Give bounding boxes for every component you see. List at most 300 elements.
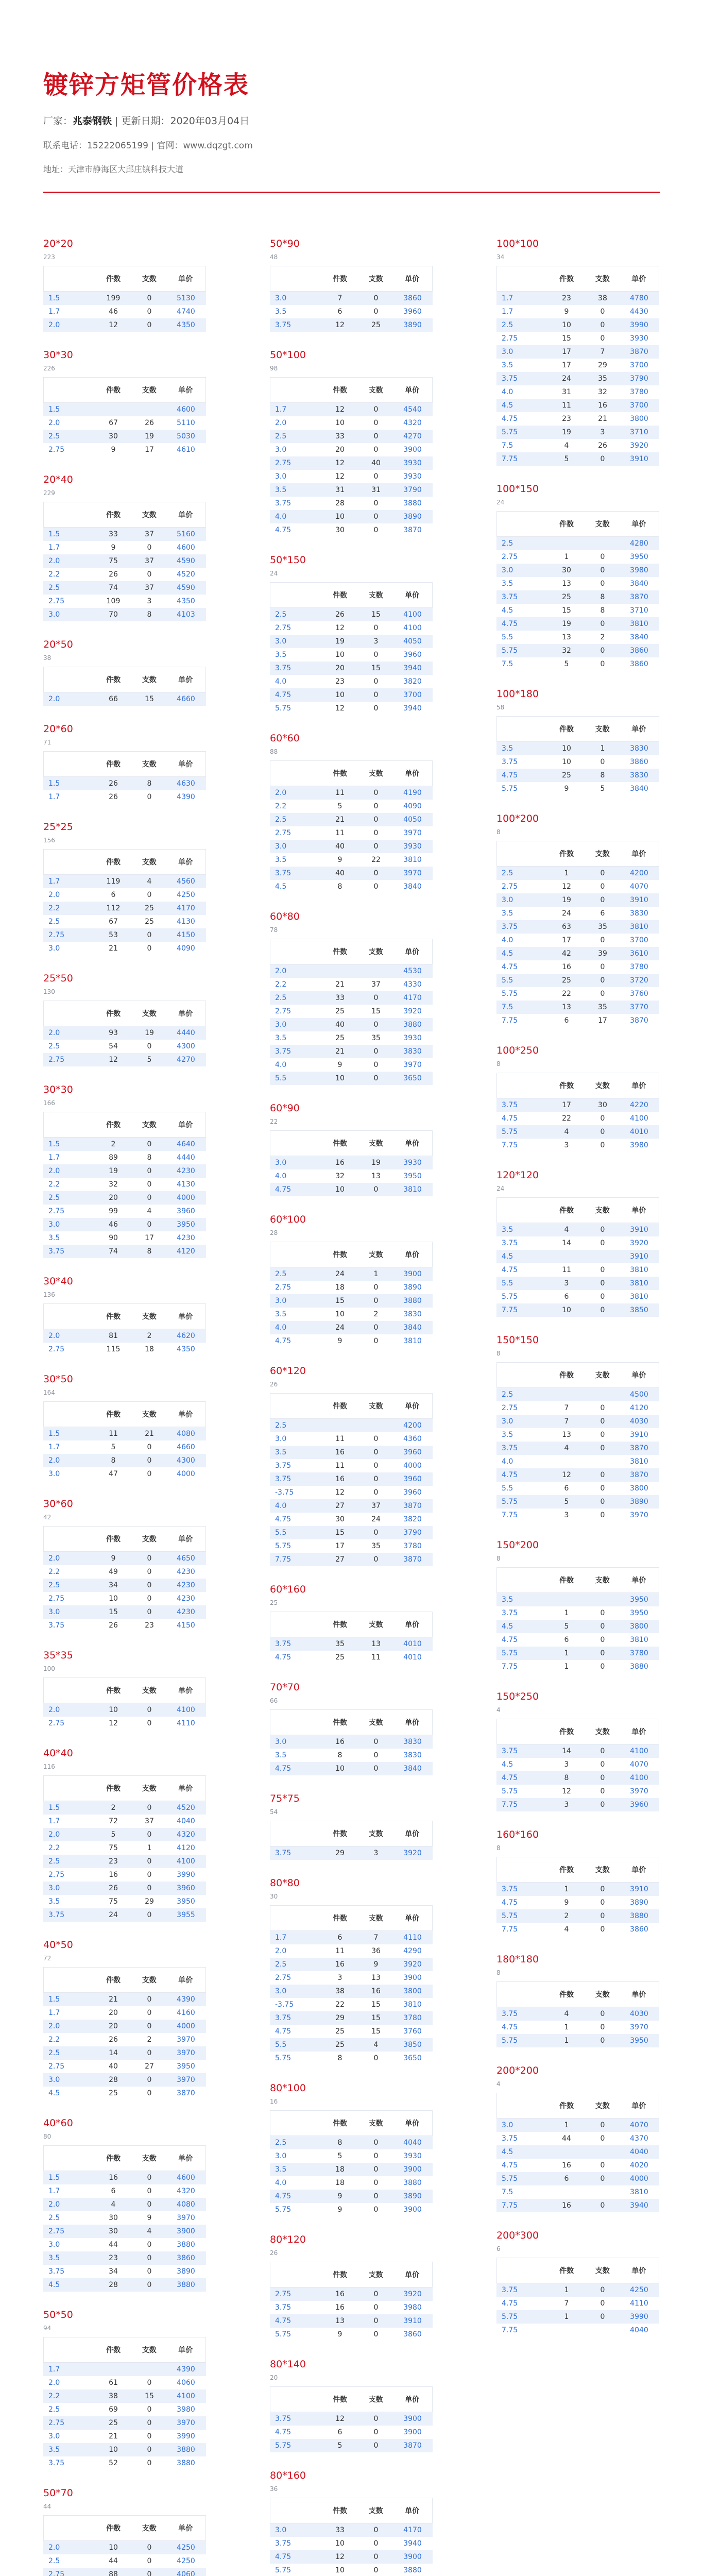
header-count: 件数 bbox=[559, 1082, 574, 1090]
table-row bbox=[43, 318, 206, 332]
header-price: 单价 bbox=[178, 275, 193, 283]
cell-count: 23 bbox=[335, 677, 345, 686]
table-row bbox=[496, 1455, 659, 1468]
header-weight: 支数 bbox=[142, 676, 157, 684]
cell-thickness: 2.0 bbox=[48, 2379, 60, 2387]
cell-weight: 0 bbox=[147, 1568, 152, 1576]
table-row bbox=[270, 2287, 433, 2301]
spec-size: 160*160 bbox=[496, 1829, 539, 1840]
cell-weight: 0 bbox=[600, 647, 605, 655]
cell-thickness: 5.75 bbox=[502, 428, 518, 436]
cell-thickness: 2.5 bbox=[48, 1042, 60, 1050]
cell-weight: 0 bbox=[600, 976, 605, 985]
cell-weight: 0 bbox=[600, 1885, 605, 1893]
table-row bbox=[496, 1883, 659, 1896]
table-row bbox=[270, 2163, 433, 2176]
cell-weight: 0 bbox=[373, 789, 379, 797]
cell-count: 11 bbox=[335, 829, 345, 837]
cell-price: 3780 bbox=[630, 1649, 648, 1657]
cell-price: 4320 bbox=[177, 2187, 195, 2195]
cell-count: 9 bbox=[564, 1899, 569, 1907]
cell-weight: 37 bbox=[371, 980, 381, 989]
spec-size: 60*100 bbox=[270, 1214, 306, 1225]
header-weight: 支数 bbox=[142, 1121, 157, 1129]
cell-thickness: 2.5 bbox=[275, 816, 287, 824]
cell-thickness: 4.75 bbox=[275, 1765, 292, 1773]
cell-count: 6 bbox=[111, 891, 116, 899]
cell-count: 6 bbox=[564, 1636, 569, 1644]
separator: | bbox=[151, 141, 157, 151]
cell-price: 3760 bbox=[630, 990, 648, 998]
cell-count: 33 bbox=[109, 530, 118, 538]
cell-count: 16 bbox=[562, 963, 571, 971]
cell-price: 3810 bbox=[630, 1636, 648, 1644]
cell-count: 74 bbox=[109, 584, 118, 592]
spec-size: 100*150 bbox=[496, 483, 539, 495]
cell-thickness: 2.5 bbox=[48, 1857, 60, 1866]
table-row bbox=[270, 867, 433, 880]
cell-price: 3950 bbox=[403, 1172, 422, 1180]
cell-thickness: 2.75 bbox=[275, 1007, 292, 1015]
cell-price: 4100 bbox=[630, 1114, 648, 1123]
cell-thickness: 3.0 bbox=[275, 637, 287, 646]
cell-count: 20 bbox=[109, 2009, 118, 2017]
cell-price: 3840 bbox=[403, 883, 422, 891]
cell-price: 3970 bbox=[177, 2036, 195, 2044]
cell-price: 3830 bbox=[403, 1751, 422, 1759]
cell-price: 3860 bbox=[403, 294, 422, 302]
cell-price: 4540 bbox=[403, 405, 422, 414]
cell-price: 4100 bbox=[403, 611, 422, 619]
spec-header bbox=[43, 2302, 206, 2337]
cell-thickness: 2.0 bbox=[275, 967, 287, 975]
header-count: 件数 bbox=[559, 2267, 574, 2275]
spec-stock-count: 226 bbox=[43, 365, 55, 372]
cell-weight: 17 bbox=[145, 1234, 154, 1242]
cell-weight: 0 bbox=[373, 2139, 379, 2147]
header-count: 件数 bbox=[333, 2507, 348, 2515]
cell-count: 34 bbox=[109, 2267, 118, 2276]
spec-size: 150*150 bbox=[496, 1334, 539, 1346]
header-weight: 支数 bbox=[595, 1991, 610, 1999]
cell-weight: 0 bbox=[147, 2459, 152, 2467]
cell-price: 3880 bbox=[403, 499, 422, 507]
spec-header bbox=[270, 342, 433, 377]
cell-thickness: 4.75 bbox=[502, 2023, 518, 2031]
cell-count: 16 bbox=[562, 2161, 571, 2170]
spec-table bbox=[496, 2058, 659, 2212]
cell-price: 4030 bbox=[630, 2010, 648, 2018]
cell-weight: 24 bbox=[371, 1515, 381, 1523]
spec-table bbox=[496, 1327, 659, 1522]
cell-count: 20 bbox=[335, 664, 345, 672]
cell-weight: 25 bbox=[145, 918, 154, 926]
cell-thickness: 4.75 bbox=[502, 963, 518, 971]
cell-price: 4050 bbox=[403, 637, 422, 646]
cell-weight: 0 bbox=[373, 2428, 379, 2436]
cell-weight: 0 bbox=[147, 1831, 152, 1839]
cell-count: 11 bbox=[109, 1430, 118, 1438]
spec-stock-count: 71 bbox=[43, 739, 52, 746]
cell-count: 16 bbox=[335, 1448, 345, 1456]
cell-price: 4000 bbox=[403, 1462, 422, 1470]
table-row bbox=[496, 1785, 659, 1798]
table-row bbox=[496, 1468, 659, 1482]
update-label: 更新日期： bbox=[121, 115, 170, 127]
cell-weight: 8 bbox=[147, 779, 152, 788]
cell-count: 12 bbox=[335, 2415, 345, 2423]
cell-thickness: 1.7 bbox=[48, 308, 60, 316]
table-row bbox=[270, 1486, 433, 1499]
cell-price: 4430 bbox=[630, 308, 648, 316]
cell-weight: 0 bbox=[147, 2544, 152, 2552]
header-weight: 支数 bbox=[142, 2346, 157, 2354]
cell-price: 3970 bbox=[177, 2049, 195, 2057]
spec-size: 120*120 bbox=[496, 1170, 539, 1181]
cell-price: 3970 bbox=[177, 2214, 195, 2222]
table-row bbox=[43, 1592, 206, 1605]
table-header-row bbox=[43, 1677, 206, 1703]
table-row bbox=[270, 1334, 433, 1348]
table-row bbox=[43, 1026, 206, 1040]
cell-price: 3900 bbox=[403, 2415, 422, 2423]
cell-count: 8 bbox=[111, 1456, 116, 1465]
cell-weight: 4 bbox=[147, 2227, 152, 2235]
cell-thickness: 5.5 bbox=[502, 1279, 513, 1287]
table-header-row bbox=[270, 1130, 433, 1156]
spec-stock-count: 88 bbox=[270, 748, 278, 755]
spec-table bbox=[496, 231, 659, 466]
cell-price: 4390 bbox=[177, 2365, 195, 2374]
cell-weight: 0 bbox=[147, 2049, 152, 2057]
cell-price: 3950 bbox=[177, 1221, 195, 1229]
cell-price: 4230 bbox=[177, 1568, 195, 1576]
cell-count: 18 bbox=[335, 1283, 345, 1292]
table-header-row bbox=[496, 2258, 659, 2283]
cell-price: 3610 bbox=[630, 950, 648, 958]
spec-header bbox=[43, 342, 206, 377]
header-price: 单价 bbox=[178, 386, 193, 395]
table-row bbox=[43, 2363, 206, 2376]
cell-thickness: 3.0 bbox=[48, 611, 60, 619]
table-row bbox=[496, 1139, 659, 1152]
cell-price: 3780 bbox=[630, 963, 648, 971]
header-count: 件数 bbox=[559, 725, 574, 734]
cell-count: 3 bbox=[564, 1760, 569, 1769]
cell-weight: 0 bbox=[373, 526, 379, 534]
cell-price: 3910 bbox=[630, 1226, 648, 1234]
spec-table bbox=[496, 1946, 659, 2047]
cell-count: 16 bbox=[335, 1738, 345, 1746]
cell-price: 3830 bbox=[630, 909, 648, 918]
cell-weight: 36 bbox=[371, 1947, 381, 1955]
spec-header bbox=[43, 1932, 206, 1967]
cell-count: 10 bbox=[335, 691, 345, 699]
cell-weight: 0 bbox=[373, 446, 379, 454]
cell-count: 12 bbox=[335, 704, 345, 713]
cell-weight: 0 bbox=[600, 1484, 605, 1493]
cell-thickness: 4.75 bbox=[275, 691, 292, 699]
cell-thickness: 2.75 bbox=[48, 597, 65, 605]
spec-table bbox=[496, 1684, 659, 1811]
cell-weight: 0 bbox=[373, 2165, 379, 2174]
cell-price: 4390 bbox=[177, 793, 195, 801]
table-row bbox=[270, 1459, 433, 1472]
header-weight: 支数 bbox=[142, 1010, 157, 1018]
cell-count: 63 bbox=[562, 923, 571, 931]
cell-thickness: 3.75 bbox=[48, 2459, 65, 2467]
table-row bbox=[496, 2185, 659, 2199]
cell-price: 3900 bbox=[403, 2206, 422, 2214]
cell-price: 3720 bbox=[630, 976, 648, 985]
header-count: 件数 bbox=[559, 1371, 574, 1380]
table-header-row bbox=[496, 266, 659, 292]
spec-stock-count: 8 bbox=[496, 1060, 501, 1067]
spec-stock-count: 6 bbox=[496, 2245, 501, 2252]
cell-price: 3960 bbox=[403, 1475, 422, 1483]
cell-count: 31 bbox=[335, 486, 345, 494]
cell-weight: 0 bbox=[373, 1462, 379, 1470]
cell-price: 4350 bbox=[177, 321, 195, 329]
cell-price: 3900 bbox=[403, 1270, 422, 1278]
cell-weight: 4 bbox=[373, 2041, 379, 2049]
cell-price: 4300 bbox=[177, 1042, 195, 1050]
spec-table bbox=[270, 1786, 433, 1860]
cell-price: 3860 bbox=[630, 1925, 648, 1934]
cell-thickness: 2.0 bbox=[48, 321, 60, 329]
header-weight: 支数 bbox=[142, 1976, 157, 1985]
site-link[interactable]: www.dqzgt.com bbox=[183, 141, 253, 151]
cell-count: 8 bbox=[337, 1751, 342, 1759]
cell-weight: 0 bbox=[600, 1471, 605, 1479]
cell-thickness: 5.75 bbox=[502, 2313, 518, 2321]
cell-count: 1 bbox=[564, 2037, 569, 2045]
cell-count: 38 bbox=[335, 1987, 345, 1995]
cell-weight: 0 bbox=[147, 1995, 152, 2004]
table-row bbox=[43, 1040, 206, 1053]
cell-count: 35 bbox=[335, 1640, 345, 1648]
cell-price: 3790 bbox=[630, 375, 648, 383]
table-row bbox=[270, 2038, 433, 2052]
cell-count: 10 bbox=[109, 2544, 118, 2552]
spec-stock-count: 26 bbox=[270, 1381, 278, 1388]
cell-count: 11 bbox=[335, 789, 345, 797]
cell-weight: 0 bbox=[147, 1443, 152, 1451]
cell-price: 3880 bbox=[403, 2179, 422, 2187]
cell-count: 8 bbox=[337, 2054, 342, 2062]
cell-count: 25 bbox=[109, 2089, 118, 2097]
cell-weight: 4 bbox=[147, 1207, 152, 1215]
cell-thickness: 2.75 bbox=[48, 2062, 65, 2071]
cell-thickness: 3.75 bbox=[502, 2286, 518, 2294]
cell-thickness: 3.0 bbox=[275, 2526, 287, 2534]
table-row bbox=[43, 2198, 206, 2211]
header-count: 件数 bbox=[106, 1687, 121, 1695]
cell-weight: 0 bbox=[147, 2419, 152, 2427]
cell-count: 31 bbox=[562, 388, 571, 396]
cell-price: 4010 bbox=[630, 1128, 648, 1136]
header-weight: 支数 bbox=[142, 1411, 157, 1419]
cell-price: 4780 bbox=[630, 294, 648, 302]
address-line bbox=[43, 163, 183, 175]
cell-price: 3970 bbox=[403, 829, 422, 837]
cell-price: 3880 bbox=[403, 1297, 422, 1305]
header-price: 单价 bbox=[405, 1719, 420, 1727]
header-count: 件数 bbox=[559, 2102, 574, 2110]
cell-count: 67 bbox=[109, 419, 118, 427]
cell-count: 12 bbox=[562, 1787, 571, 1795]
cell-weight: 0 bbox=[147, 1180, 152, 1189]
cell-count: 33 bbox=[335, 2526, 345, 2534]
header-price: 单价 bbox=[405, 1251, 420, 1259]
header-count: 件数 bbox=[106, 1411, 121, 1419]
table-row bbox=[496, 1896, 659, 1909]
table-row bbox=[496, 1290, 659, 1303]
cell-thickness: 5.5 bbox=[502, 1484, 513, 1493]
cell-price: 4440 bbox=[177, 1029, 195, 1037]
cell-count: 24 bbox=[335, 1324, 345, 1332]
spec-stock-count: 38 bbox=[43, 654, 52, 662]
cell-count: 1 bbox=[564, 1649, 569, 1657]
cell-weight: 25 bbox=[371, 321, 381, 329]
cell-price: 3970 bbox=[403, 869, 422, 877]
spec-header bbox=[496, 1327, 659, 1362]
cell-weight: 0 bbox=[600, 1226, 605, 1234]
cell-price: 4100 bbox=[630, 1774, 648, 1782]
cell-price: 3870 bbox=[630, 348, 648, 356]
cell-price: 4250 bbox=[630, 2286, 648, 2294]
cell-price: 4250 bbox=[177, 2557, 195, 2565]
cell-weight: 0 bbox=[147, 2570, 152, 2576]
cell-thickness: 4.5 bbox=[48, 2089, 60, 2097]
spec-header bbox=[43, 2110, 206, 2145]
cell-price: 3960 bbox=[177, 1884, 195, 1892]
table-header-row bbox=[43, 1775, 206, 1801]
cell-price: 3920 bbox=[403, 1007, 422, 1015]
table-row bbox=[43, 1151, 206, 1164]
address-text: 天津市静海区大邱庄镇科技大道 bbox=[68, 164, 184, 174]
cell-thickness: 1.7 bbox=[48, 2365, 60, 2374]
cell-thickness: 2.2 bbox=[48, 1568, 60, 1576]
spec-stock-count: 130 bbox=[43, 988, 55, 995]
cell-weight: 0 bbox=[147, 1804, 152, 1812]
header-price: 单价 bbox=[631, 1371, 646, 1380]
table-header-row bbox=[270, 1709, 433, 1735]
table-row bbox=[270, 2426, 433, 2439]
cell-count: 3 bbox=[564, 1801, 569, 1809]
table-row bbox=[43, 2184, 206, 2198]
cell-count: 49 bbox=[109, 1568, 118, 1576]
header-price: 单价 bbox=[631, 520, 646, 529]
header-price: 单价 bbox=[405, 770, 420, 778]
cell-weight: 0 bbox=[373, 651, 379, 659]
cell-weight: 0 bbox=[600, 1279, 605, 1287]
cell-count: 9 bbox=[111, 1554, 116, 1563]
cell-price: 3840 bbox=[403, 1324, 422, 1332]
phone-number[interactable]: 15222065199 bbox=[87, 141, 148, 151]
cell-weight: 32 bbox=[598, 388, 607, 396]
cell-price: 3970 bbox=[630, 1787, 648, 1795]
cell-thickness: 4.5 bbox=[502, 1252, 513, 1261]
cell-weight: 0 bbox=[147, 321, 152, 329]
spec-table bbox=[496, 2223, 659, 2337]
cell-price: 3700 bbox=[630, 936, 648, 944]
table-row bbox=[270, 1058, 433, 1072]
table-row bbox=[496, 590, 659, 604]
cell-thickness: 3.75 bbox=[502, 1609, 518, 1617]
cell-price: 3900 bbox=[403, 2428, 422, 2436]
cell-thickness: 2.5 bbox=[502, 539, 513, 548]
cell-weight: 35 bbox=[371, 1034, 381, 1042]
cell-thickness: 4.0 bbox=[275, 1061, 287, 1069]
cell-weight: 0 bbox=[373, 2553, 379, 2561]
cell-count: 25 bbox=[562, 771, 571, 779]
table-row bbox=[270, 1031, 433, 1045]
cell-count: 26 bbox=[109, 779, 118, 788]
cell-weight: 3 bbox=[373, 637, 379, 646]
cell-price: 3970 bbox=[630, 1511, 648, 1519]
table-header-row bbox=[496, 1567, 659, 1593]
table-row bbox=[496, 1223, 659, 1236]
cell-count: 66 bbox=[109, 695, 118, 703]
cell-thickness: 1.7 bbox=[275, 405, 287, 414]
cell-weight: 15 bbox=[371, 611, 381, 619]
spec-stock-count: 25 bbox=[270, 1599, 278, 1606]
header-price: 单价 bbox=[631, 725, 646, 734]
spec-stock-count: 28 bbox=[270, 1229, 278, 1236]
table-row bbox=[270, 635, 433, 648]
cell-weight: 0 bbox=[600, 1801, 605, 1809]
cell-price: 3960 bbox=[177, 1207, 195, 1215]
cell-thickness: 3.0 bbox=[275, 842, 287, 851]
cell-price: 3830 bbox=[403, 1738, 422, 1746]
cell-price: 4230 bbox=[177, 1234, 195, 1242]
cell-price: 4330 bbox=[403, 980, 422, 989]
cell-count: 7 bbox=[337, 294, 342, 302]
table-row bbox=[270, 1281, 433, 1294]
cell-thickness: 1.5 bbox=[48, 1430, 60, 1438]
cell-price: 4300 bbox=[177, 1456, 195, 1465]
cell-price: 3960 bbox=[403, 651, 422, 659]
cell-weight: 0 bbox=[147, 2281, 152, 2289]
cell-price: 4520 bbox=[177, 1804, 195, 1812]
cell-price: 3900 bbox=[403, 2553, 422, 2561]
cell-count: 16 bbox=[335, 2290, 345, 2298]
table-row bbox=[270, 2190, 433, 2203]
cell-count: 27 bbox=[335, 1502, 345, 1510]
table-row bbox=[270, 2176, 433, 2190]
cell-count: 53 bbox=[109, 931, 118, 939]
cell-thickness: 2.75 bbox=[48, 1595, 65, 1603]
table-row bbox=[496, 1509, 659, 1522]
cell-weight: 0 bbox=[147, 1608, 152, 1616]
header-count: 件数 bbox=[106, 1535, 121, 1544]
cell-count: 11 bbox=[335, 1462, 345, 1470]
cell-weight: 1 bbox=[147, 1844, 152, 1852]
header-weight: 支数 bbox=[368, 2396, 383, 2404]
table-row bbox=[270, 813, 433, 826]
table-header-row bbox=[43, 2337, 206, 2363]
cell-thickness: 1.7 bbox=[48, 877, 60, 886]
cell-weight: 15 bbox=[371, 2027, 381, 2036]
cell-thickness: 2.75 bbox=[48, 1207, 65, 1215]
cell-weight: 40 bbox=[371, 459, 381, 467]
header-weight: 支数 bbox=[595, 1082, 610, 1090]
cell-count: 21 bbox=[109, 2432, 118, 2441]
header-price: 单价 bbox=[631, 2267, 646, 2275]
table-row bbox=[496, 1014, 659, 1027]
cell-weight: 17 bbox=[145, 446, 154, 454]
